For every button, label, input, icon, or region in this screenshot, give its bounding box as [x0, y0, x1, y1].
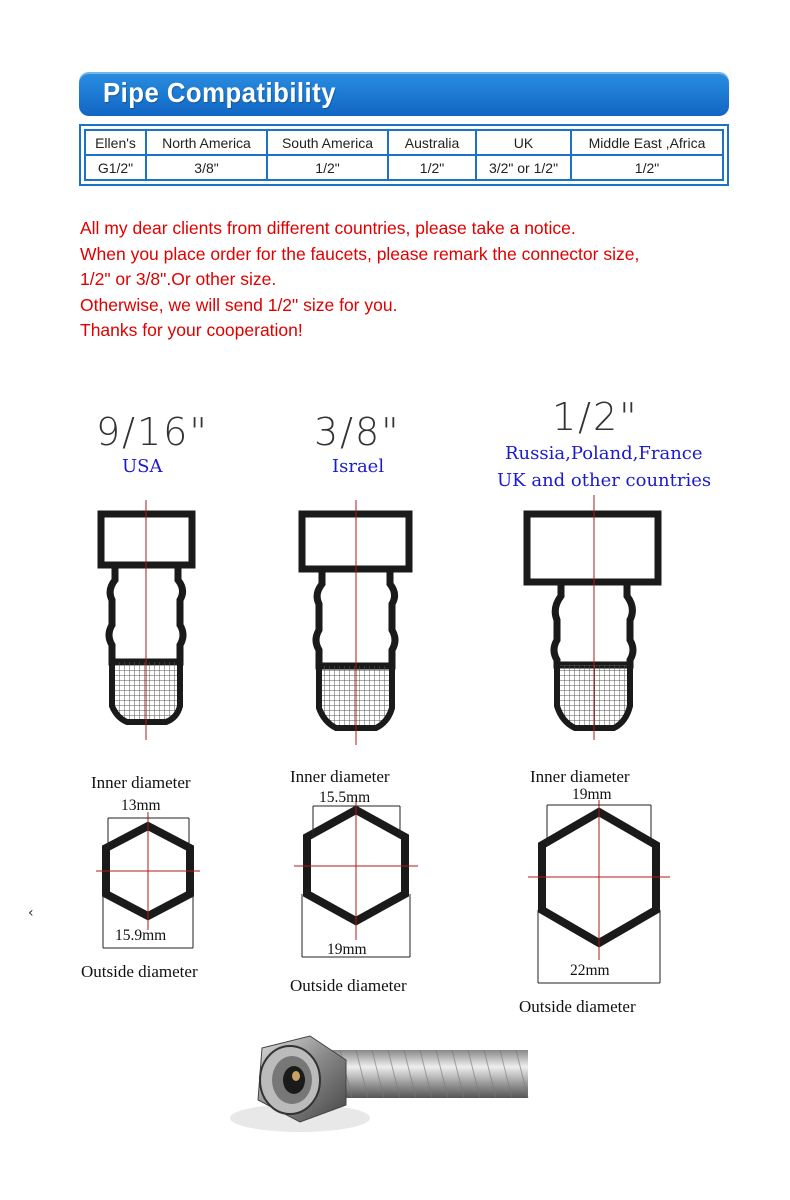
table-cell: G1/2" — [85, 155, 146, 180]
table-header-cell: South America — [267, 130, 388, 155]
notice-line: Otherwise, we will send 1/2" size for you. — [80, 294, 398, 315]
braided-hose-image — [230, 1036, 528, 1132]
table-header-cell: Australia — [388, 130, 476, 155]
table-cell: 3/8" — [146, 155, 267, 180]
table-cell: 1/2" — [388, 155, 476, 180]
connector-region: USA — [122, 456, 163, 477]
inner-diameter-value: 19mm — [572, 786, 612, 803]
table-cell: 1/2" — [267, 155, 388, 180]
table-header-cell: UK — [476, 130, 571, 155]
connector-size-label: 1/2" — [552, 395, 639, 439]
connector-nut — [527, 514, 658, 582]
table-cell: 1/2" — [571, 155, 723, 180]
banner-title: Pipe Compatibility — [103, 77, 336, 108]
connector-drawing-3 — [527, 514, 658, 728]
outer-diameter-value: 19mm — [327, 941, 367, 958]
hexagon-diagram-2 — [294, 798, 418, 957]
outside-diameter-label: Outside diameter — [81, 962, 198, 981]
inner-diameter-label: Inner diameter — [91, 773, 191, 792]
chevron-left-icon[interactable]: ‹ — [28, 905, 34, 921]
outer-diameter-value: 22mm — [570, 962, 610, 979]
inner-diameter-value: 15.5mm — [319, 789, 371, 806]
connector-size-label: 9/16" — [96, 410, 209, 454]
outer-diameter-value: 15.9mm — [115, 927, 167, 944]
connector-region: Russia,Poland,France — [505, 443, 703, 464]
table-header-cell: North America — [146, 130, 267, 155]
outside-diameter-label: Outside diameter — [519, 997, 636, 1016]
notice-line: All my dear clients from different countries, please take a notice. — [80, 218, 576, 238]
inner-diameter-label: Inner diameter — [290, 767, 390, 786]
outside-diameter-label: Outside diameter — [290, 976, 407, 995]
notice-line: When you place order for the faucets, please remark the connector size, — [80, 243, 640, 264]
inner-diameter-label: Inner diameter — [530, 767, 630, 786]
hexagon-diagram-3 — [528, 800, 670, 983]
connector-region: UK and other countries — [497, 470, 712, 491]
table-header-cell: Middle East ,Africa — [571, 130, 723, 155]
notice-line: Thanks for your cooperation! — [80, 320, 303, 340]
table-cell: 3/2" or 1/2" — [476, 155, 571, 180]
connector-region: Israel — [332, 456, 385, 477]
inner-diameter-value: 13mm — [121, 797, 161, 814]
connector-size-label: 3/8" — [314, 410, 401, 454]
table-header-cell: Ellen's — [85, 130, 146, 155]
notice-line: 1/2" or 3/8".Or other size. — [80, 269, 277, 289]
